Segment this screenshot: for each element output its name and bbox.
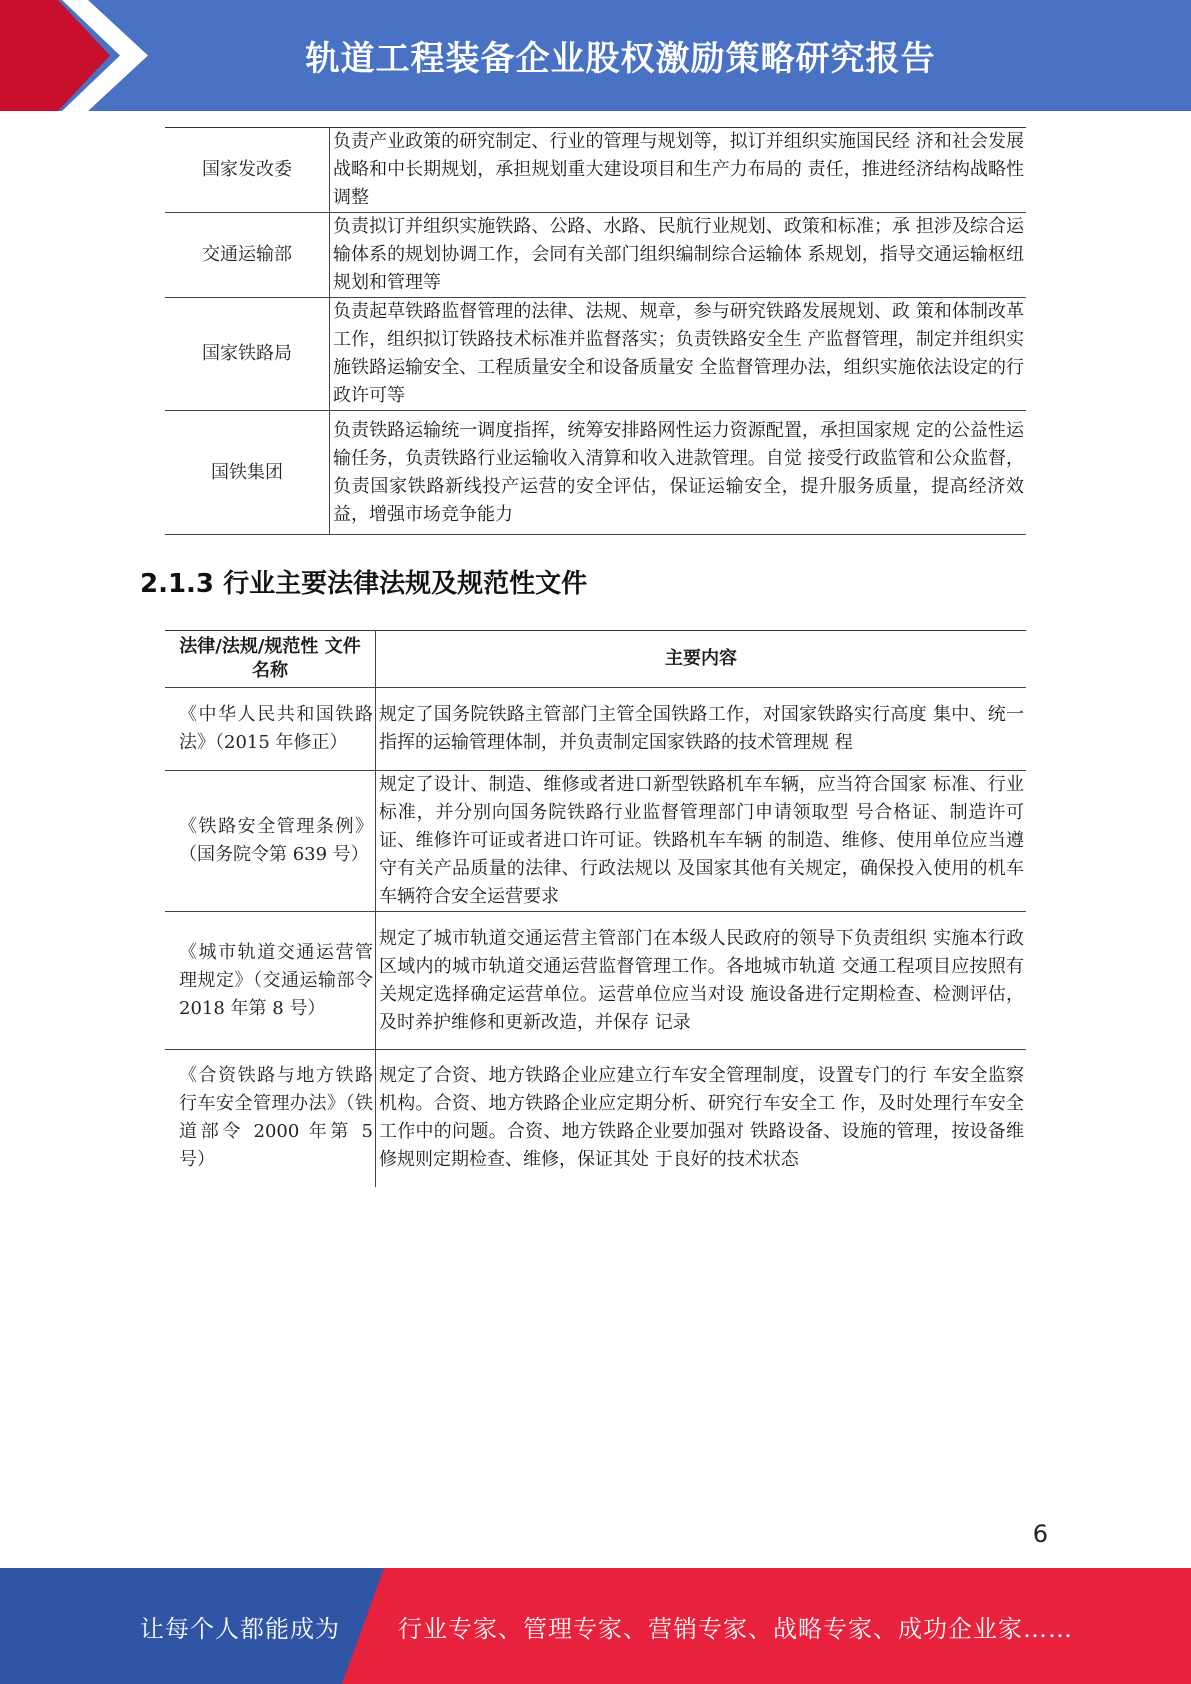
- law-name: 《合资铁路与地方铁路行车安全管理办法》（铁道部令 2000 年第 5 号）: [165, 1050, 376, 1187]
- agency-desc: 负责起草铁路监督管理的法律、法规、规章，参与研究铁路发展规划、政 策和体制改革工作，组织拟订铁路技术标准并监督落实；负责铁路安全生 产监督管理，制定并组织实施铁路运输安全、工程质量安全和设备质量安 全监督管理办法，组织实施依法设定的行政许可等: [330, 298, 1027, 411]
- column-header-law-name: 法律/法规/规范性 文件名称: [165, 631, 376, 688]
- table-row: [165, 688, 1026, 771]
- table-row: [165, 771, 1026, 912]
- table-row: [165, 298, 1026, 411]
- page-footer: [0, 1568, 1191, 1684]
- table-row: [165, 411, 1026, 535]
- table-header-row: [165, 631, 1026, 688]
- table-row: [165, 128, 1026, 213]
- law-desc: 规定了合资、地方铁路企业应建立行车安全管理制度，设置专门的行 车安全监察机构。合资、地方铁路企业应定期分析、研究行车安全工 作，及时处理行车安全工作中的问题。合资、地方铁路企业要加强对 铁路设备、设施的管理，按设备维修规则定期检查、维修，保证其处 于良好的技术状态: [379, 1065, 1024, 1171]
- agency-name: 国家发改委: [165, 128, 330, 213]
- law-desc: 规定了国务院铁路主管部门主管全国铁路工作，对国家铁路实行高度 集中、统一指挥的运输管理体制，并负责制定国家铁路的技术管理规 程: [376, 688, 1027, 771]
- column-header-content: 主要内容: [376, 631, 1027, 688]
- agency-name: 交通运输部: [165, 213, 330, 298]
- laws-table: [165, 630, 1026, 1187]
- table-row: [165, 912, 1026, 1050]
- law-name: 《城市轨道交通运营管理规定》（交通运输部令 2018 年第 8 号）: [165, 912, 376, 1050]
- table-row: [165, 1050, 1026, 1187]
- law-desc: 规定了设计、制造、维修或者进口新型铁路机车车辆，应当符合国家 标准、行业标准，并分别向国务院铁路行业监督管理部门申请领取型 号合格证、制造许可证、维修许可证或者进口许可证。铁路机车车辆 的制造、维修、使用单位应当遵守有关产品质量的法律、行政法规以 及国家其他有关规定，确保投入使用的机车车辆符合安全运营要求: [376, 771, 1027, 912]
- header-arrow-decoration: [0, 0, 150, 111]
- footer-slogan-right: 行业专家、管理专家、营销专家、战略专家、成功企业家……: [398, 1614, 1073, 1643]
- table-row: [165, 213, 1026, 298]
- agency-name: 国铁集团: [165, 411, 330, 535]
- law-name: 《铁路安全管理条例》（国务院令第 639 号）: [165, 771, 376, 912]
- page-header: [0, 0, 1191, 111]
- footer-slogan-left: 让每个人都能成为: [140, 1614, 340, 1643]
- section-heading: 2.1.3 行业主要法律法规及规范性文件: [140, 569, 588, 599]
- agency-desc: 负责拟订并组织实施铁路、公路、水路、民航行业规划、政策和标准；承 担涉及综合运输体系的规划协调工作，会同有关部门组织编制综合运输体 系规划，指导交通运输枢纽规划和管理等: [330, 213, 1027, 298]
- law-desc: 规定了城市轨道交通运营主管部门在本级人民政府的领导下负责组织 实施本行政区域内的城市轨道交通运营监督管理工作。各地城市轨道 交通工程项目应按照有关规定选择确定运营单位。运营单位应当对设 施设备进行定期检查、检测评估，及时养护维修和更新改造，并保存 记录: [376, 912, 1027, 1050]
- agency-desc: 负责铁路运输统一调度指挥，统筹安排路网性运力资源配置，承担国家规 定的公益性运输任务，负责铁路行业运输收入清算和收入进款管理。自觉 接受行政监管和公众监督，负责国家铁路新线投产运营的安全评估，保证运输安全，提升服务质量，提高经济效益，增强市场竞争能力: [330, 411, 1027, 535]
- agency-name: 国家铁路局: [165, 298, 330, 411]
- page-number: 6: [1032, 1520, 1048, 1548]
- law-name: 《中华人民共和国铁路法》（2015 年修正）: [165, 688, 376, 771]
- agency-table: [165, 127, 1026, 535]
- agency-desc: 负责产业政策的研究制定、行业的管理与规划等，拟订并组织实施国民经 济和社会发展战略和中长期规划，承担规划重大建设项目和生产力布局的 责任，推进经济结构战略性调整: [330, 128, 1027, 213]
- report-title: 轨道工程装备企业股权激励策略研究报告: [305, 39, 936, 79]
